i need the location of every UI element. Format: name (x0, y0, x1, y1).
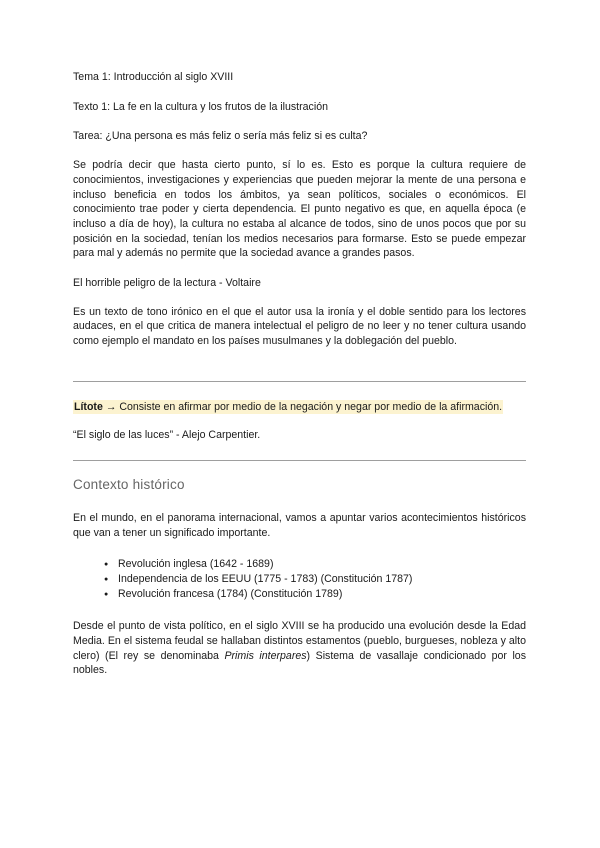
list-item: ● Revolución inglesa (1642 - 1689) (104, 557, 526, 572)
events-list (73, 557, 526, 602)
context-closing (73, 619, 526, 678)
litote-term: Lítote (74, 400, 103, 413)
texto-line: Texto 1: La fe en la cultura y los frutos de la ilustración (73, 100, 328, 113)
voltaire-paragraph: Es un texto de tono irónico en el que el autor usa la ironía y el doble sentido para los lectores audaces, en el que critica de manera intelectual el peligro de no leer y no tener cultura usando como ejemplo el mandato en los países musulmanes y la doblegación del pueblo. (73, 305, 526, 348)
list-item: ● Revolución francesa (1784) (Constitución 1789) (104, 587, 526, 602)
carpentier-quote: “El siglo de las luces” - Alejo Carpentier. (73, 428, 261, 441)
closing-text-end: ) Sistema de vasallaje condicionado por los nobles. (73, 649, 526, 677)
divider-bottom (73, 460, 526, 461)
closing-text: Desde el punto de vista político, en el siglo XVIII se ha producido una evolución desde la Edad Media. En el sistema feudal se hallaban distintos estamentos (pueblo, burgueses, nobleza y alto clero) (El rey se denominaba (73, 620, 526, 662)
tarea-line: Tarea: ¿Una persona es más feliz o sería más feliz si es culta? (73, 130, 368, 143)
section-heading: Contexto histórico (73, 477, 185, 493)
divider-top (73, 381, 526, 382)
litote-definition (73, 400, 526, 415)
litote-text: → Consiste en afirmar por medio de la negación y negar por medio de la afirmación. (102, 400, 503, 413)
tema-line: Tema 1: Introducción al siglo XVIII (73, 71, 234, 83)
voltaire-title: El horrible peligro de la lectura - Voltaire (73, 277, 261, 290)
answer-paragraph: Se podría decir que hasta cierto punto, sí lo es. Esto es porque la cultura requiere de conocimientos, investigaciones y experiencias que pueden mejorar la mente de una persona e incluso beneficia en todos los ámbitos, ya sean políticos, sociales o económicos. El conocimiento trae poder y cierta dependencia. El punto negativo es que, en aquella época (e incluso a día de hoy), la cultura no estaba al alcance de todos, sino de unos pocos que por su posición en la sociedad, tenían los medios necesarios para formarse. Esto se puede empezar para mal y además no permite que la sociedad avance a grandes pasos. (73, 159, 526, 260)
context-intro: En el mundo, en el panorama internacional, vamos a apuntar varios acontecimientos históricos que van a tener un significado importante. (73, 511, 526, 539)
closing-italic: Primis interpares (224, 649, 307, 662)
litote-highlight (73, 400, 503, 414)
list-item: ● Independencia de los EEUU (1775 - 1783) (Constitución 1787) (104, 572, 526, 587)
